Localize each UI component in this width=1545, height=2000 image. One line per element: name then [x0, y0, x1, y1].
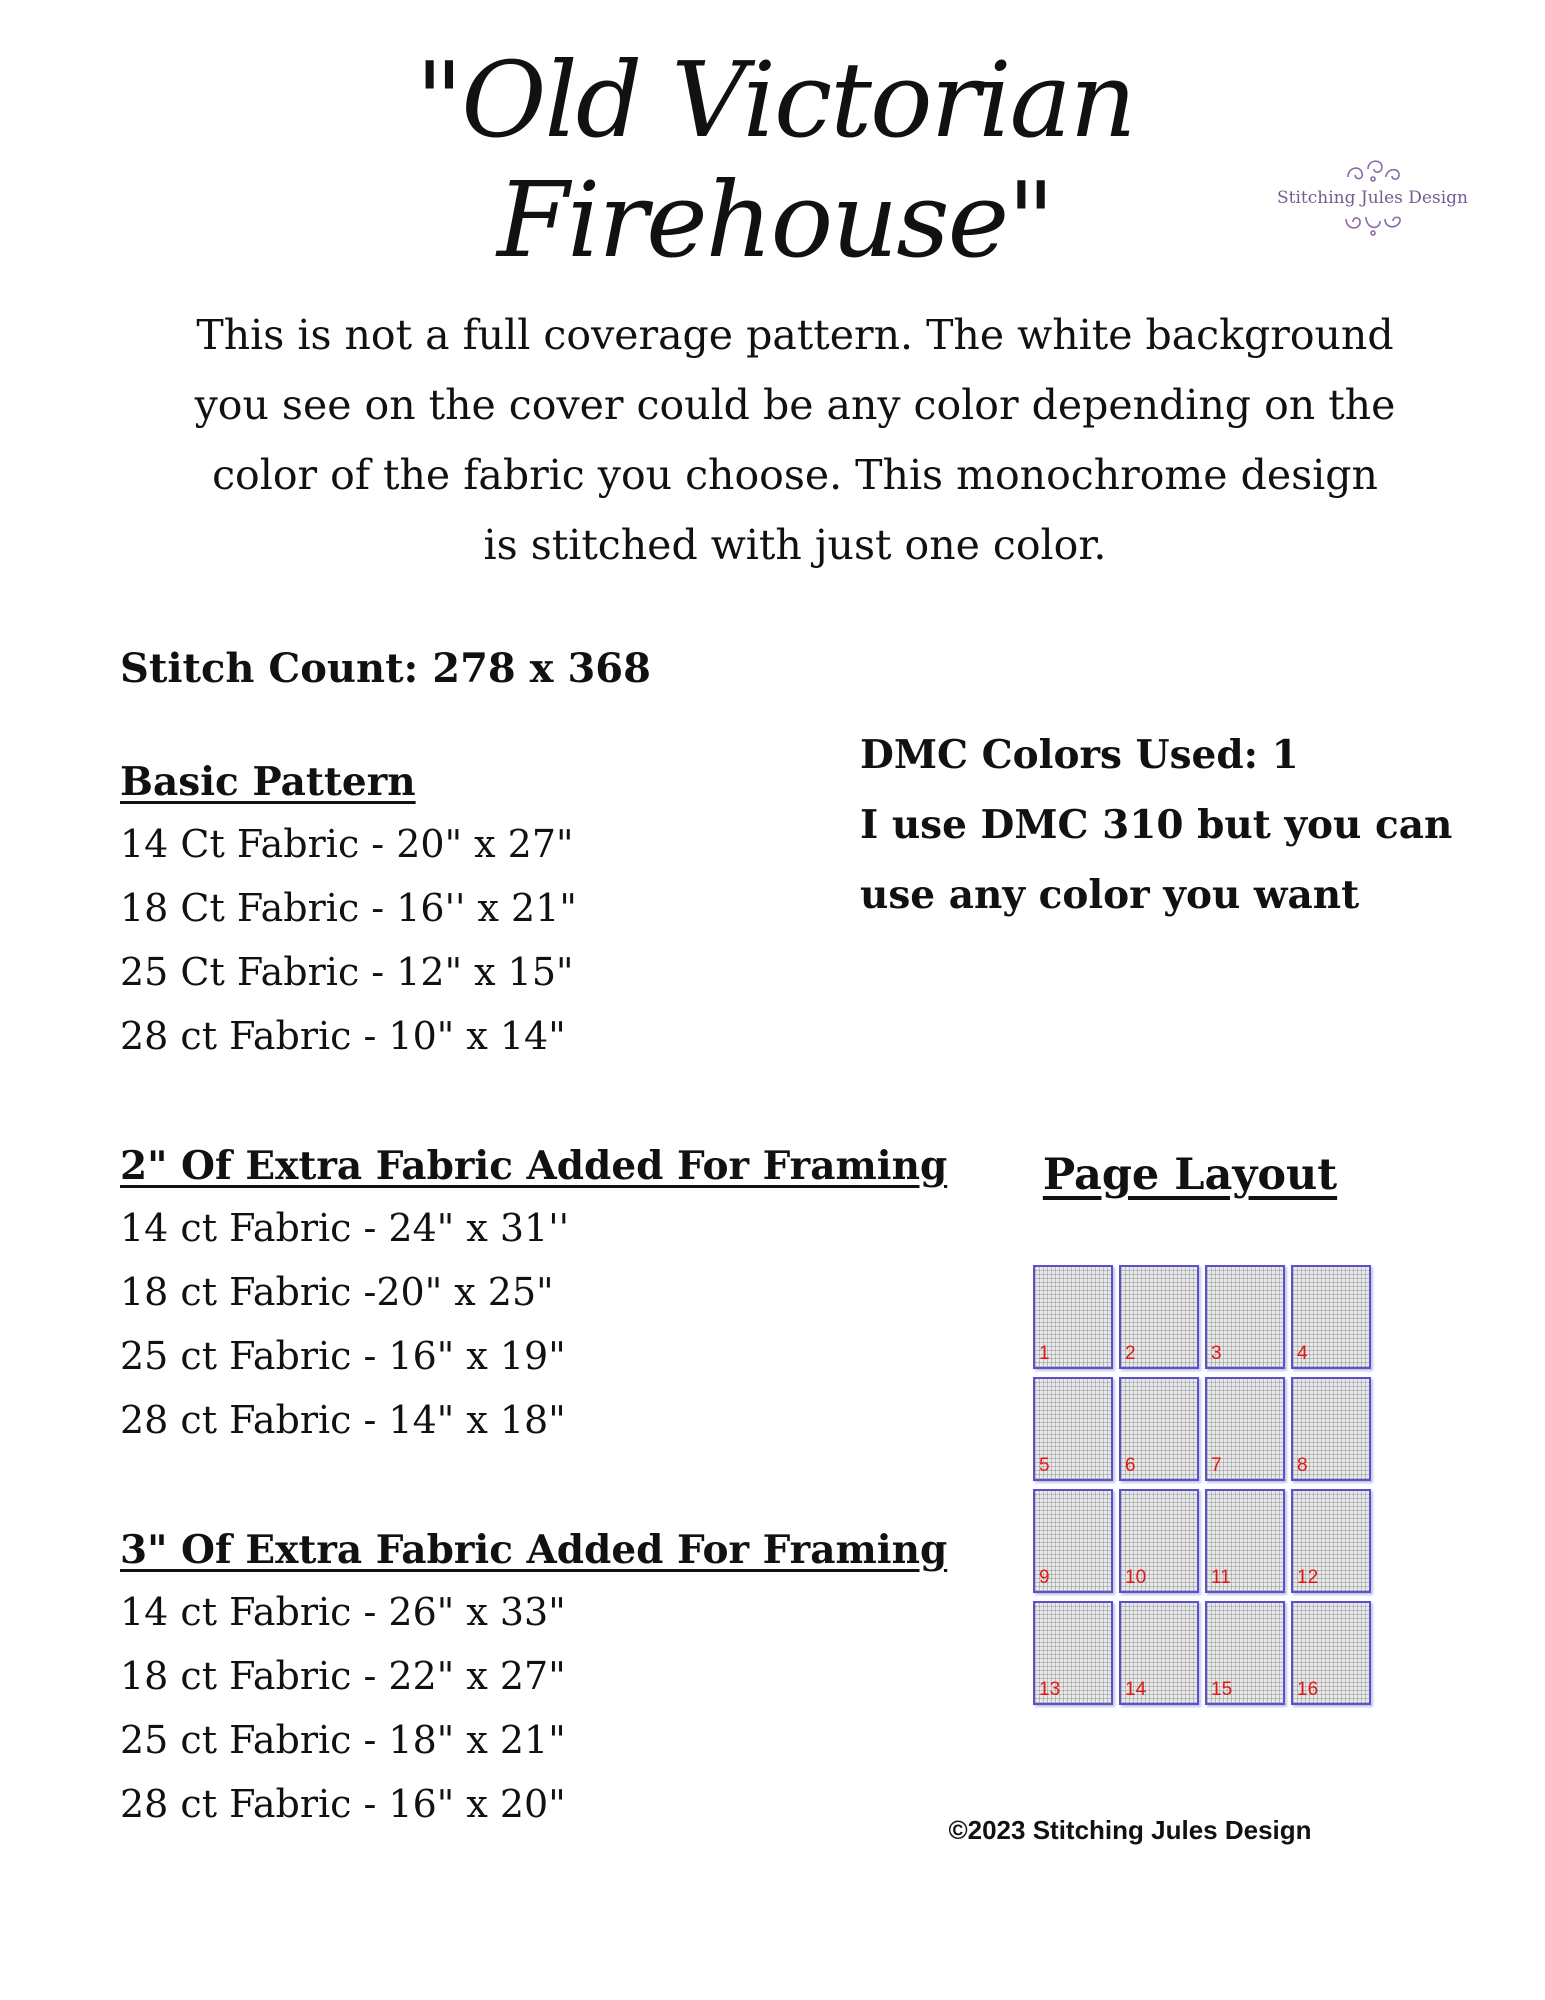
- page-number: 12: [1297, 1567, 1319, 1588]
- fabric-size-row: 28 ct Fabric - 14" x 18": [120, 1398, 566, 1442]
- page-thumbnail: [1033, 1377, 1113, 1481]
- page-number: 9: [1039, 1567, 1050, 1588]
- dmc-line: DMC Colors Used: 1: [860, 732, 1299, 778]
- swirl-bottom-icon: [1338, 211, 1408, 239]
- page-number: 8: [1297, 1455, 1308, 1476]
- copyright-notice: ©2023 Stitching Jules Design: [948, 1815, 1312, 1845]
- fabric-size-row: 18 ct Fabric - 22" x 27": [120, 1654, 566, 1698]
- page-thumbnail: [1205, 1489, 1285, 1593]
- page-number: 3: [1211, 1343, 1222, 1364]
- page-thumbnail: [1291, 1489, 1371, 1593]
- section-heading: 3" Of Extra Fabric Added For Framing: [120, 1527, 948, 1573]
- page-thumbnail: [1119, 1601, 1199, 1705]
- page-number: 13: [1039, 1679, 1061, 1700]
- page-thumbnail: [1119, 1377, 1199, 1481]
- swirl-top-icon: [1338, 155, 1408, 185]
- page-number: 6: [1125, 1455, 1136, 1476]
- page-layout-grid: [1033, 1265, 1373, 1705]
- page-thumbnail: [1033, 1489, 1113, 1593]
- page-thumbnail: [1205, 1601, 1285, 1705]
- page-number: 10: [1125, 1567, 1147, 1588]
- intro-line: is stitched with just one color.: [483, 521, 1107, 569]
- extra-3in-section: [120, 1520, 947, 1836]
- page-thumbnail: [1205, 1265, 1285, 1369]
- page-number: 1: [1039, 1343, 1050, 1364]
- page-number: 16: [1297, 1679, 1319, 1700]
- page-layout-title: Page Layout: [1042, 1150, 1338, 1200]
- dmc-colors: [860, 720, 1452, 930]
- section-heading: Basic Pattern: [120, 759, 416, 805]
- page-number: 11: [1211, 1567, 1231, 1588]
- page-number: 2: [1125, 1343, 1136, 1364]
- stitch-count: Stitch Count: 278 x 368: [120, 645, 651, 692]
- page-thumbnail: [1033, 1601, 1113, 1705]
- basic-pattern-section: [120, 752, 577, 1068]
- logo-text: Stitching Jules Design: [1277, 188, 1468, 208]
- pattern-title: "Old Victorian Firehouse": [415, 39, 1135, 281]
- page-thumbnail: [1033, 1265, 1113, 1369]
- dmc-line: use any color you want: [860, 872, 1360, 918]
- fabric-size-row: 25 ct Fabric - 16" x 19": [120, 1334, 566, 1378]
- fabric-size-row: 25 Ct Fabric - 12" x 15": [120, 950, 574, 994]
- page-thumbnail: [1119, 1489, 1199, 1593]
- page-number: 4: [1297, 1343, 1308, 1364]
- extra-2in-section: [120, 1136, 947, 1452]
- fabric-size-row: 14 ct Fabric - 26" x 33": [120, 1590, 566, 1634]
- intro-line: you see on the cover could be any color depending on the: [194, 381, 1396, 429]
- page-thumbnail: [1205, 1377, 1285, 1481]
- fabric-size-row: 28 ct Fabric - 10" x 14": [120, 1014, 566, 1058]
- fabric-size-row: 14 Ct Fabric - 20" x 27": [120, 822, 574, 866]
- fabric-size-row: 14 ct Fabric - 24" x 31'': [120, 1206, 570, 1250]
- section-heading: 2" Of Extra Fabric Added For Framing: [120, 1143, 948, 1189]
- page-number: 7: [1211, 1455, 1222, 1476]
- fabric-size-row: 28 ct Fabric - 16" x 20": [120, 1782, 566, 1826]
- page-thumbnail: [1291, 1265, 1371, 1369]
- intro-line: color of the fabric you choose. This monochrome design: [212, 451, 1378, 499]
- page-number: 5: [1039, 1455, 1050, 1476]
- intro-paragraph: [190, 300, 1400, 580]
- page-thumbnail: [1291, 1377, 1371, 1481]
- page-number: 14: [1125, 1679, 1147, 1700]
- page-number: 15: [1211, 1679, 1233, 1700]
- page-thumbnail: [1291, 1601, 1371, 1705]
- brand-logo: [1275, 155, 1470, 255]
- fabric-size-row: 18 Ct Fabric - 16'' x 21": [120, 886, 577, 930]
- dmc-line: I use DMC 310 but you can: [860, 802, 1453, 848]
- intro-line: This is not a full coverage pattern. The white background: [196, 311, 1394, 359]
- fabric-size-row: 25 ct Fabric - 18" x 21": [120, 1718, 566, 1762]
- fabric-size-row: 18 ct Fabric -20" x 25": [120, 1270, 554, 1314]
- page-thumbnail: [1119, 1265, 1199, 1369]
